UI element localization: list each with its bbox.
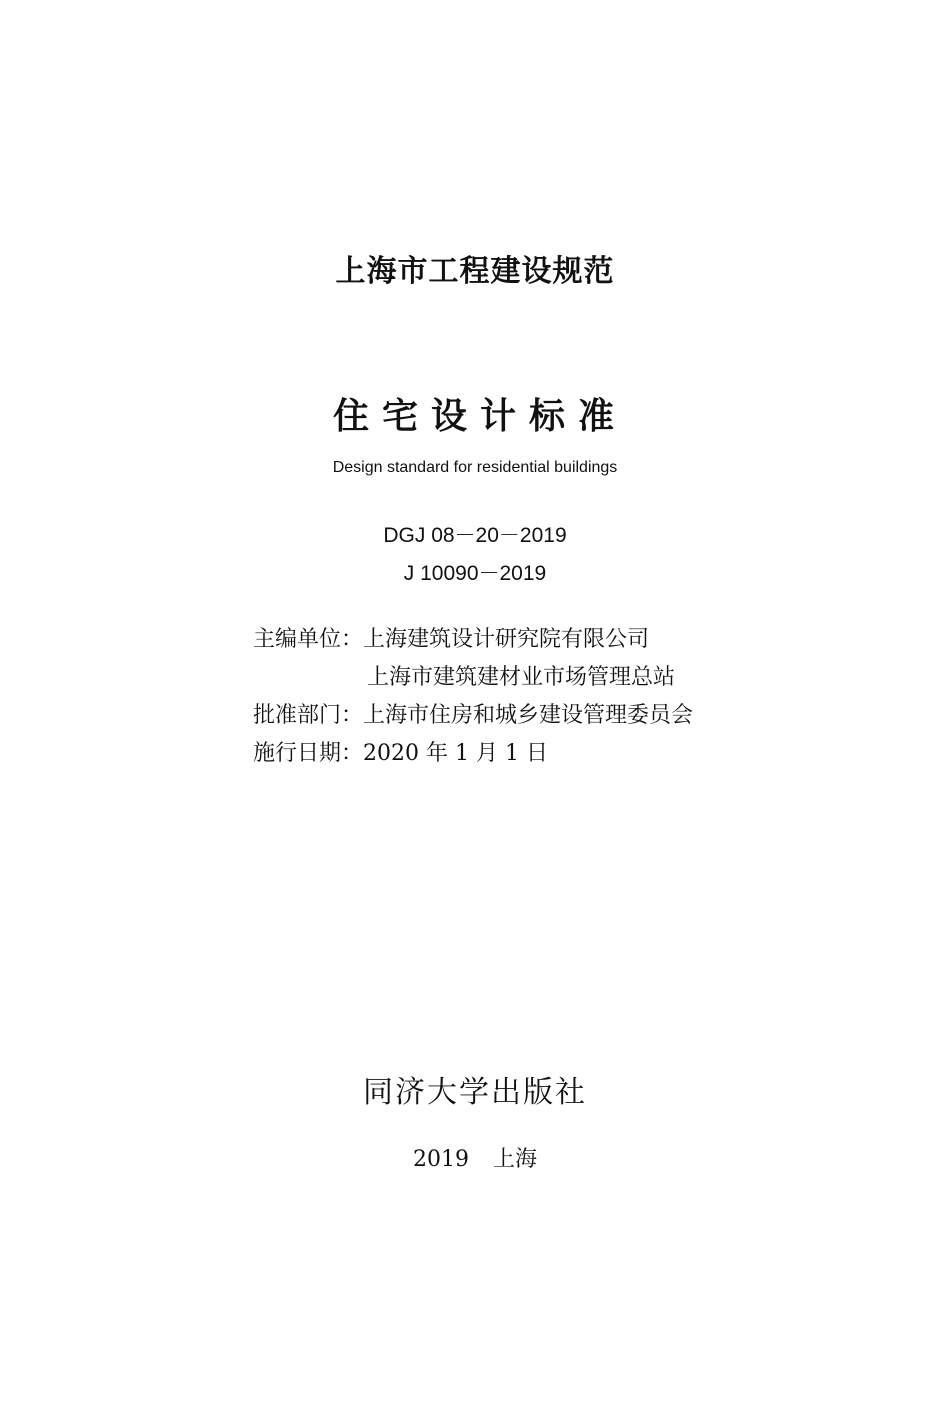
standard-code: DGJ 08－20－2019 bbox=[383, 524, 567, 547]
chief-editor-line: 主编单位：上海建筑设计研究院有限公司 bbox=[253, 627, 650, 652]
effective-date-line: 施行日期：2020 年 1 月 1 日 bbox=[253, 741, 548, 766]
main-title: 住宅设计标准 bbox=[332, 396, 627, 437]
record-code: J 10090－2019 bbox=[403, 562, 547, 585]
publisher-name: 同济大学出版社 bbox=[363, 1075, 587, 1110]
publication-city: 上海 bbox=[492, 1147, 537, 1172]
chief-editor-line-2: 上海市建筑建材业市场管理总站 bbox=[367, 665, 676, 690]
publication-year: 2019 bbox=[412, 1147, 469, 1172]
series-title: 上海市工程建设规范 bbox=[335, 254, 615, 289]
approval-department-line: 批准部门：上海市住房和城乡建设管理委员会 bbox=[253, 703, 694, 728]
english-title: Design standard for residential buildings bbox=[332, 459, 618, 476]
publication-year-city bbox=[0, 1142, 950, 1173]
